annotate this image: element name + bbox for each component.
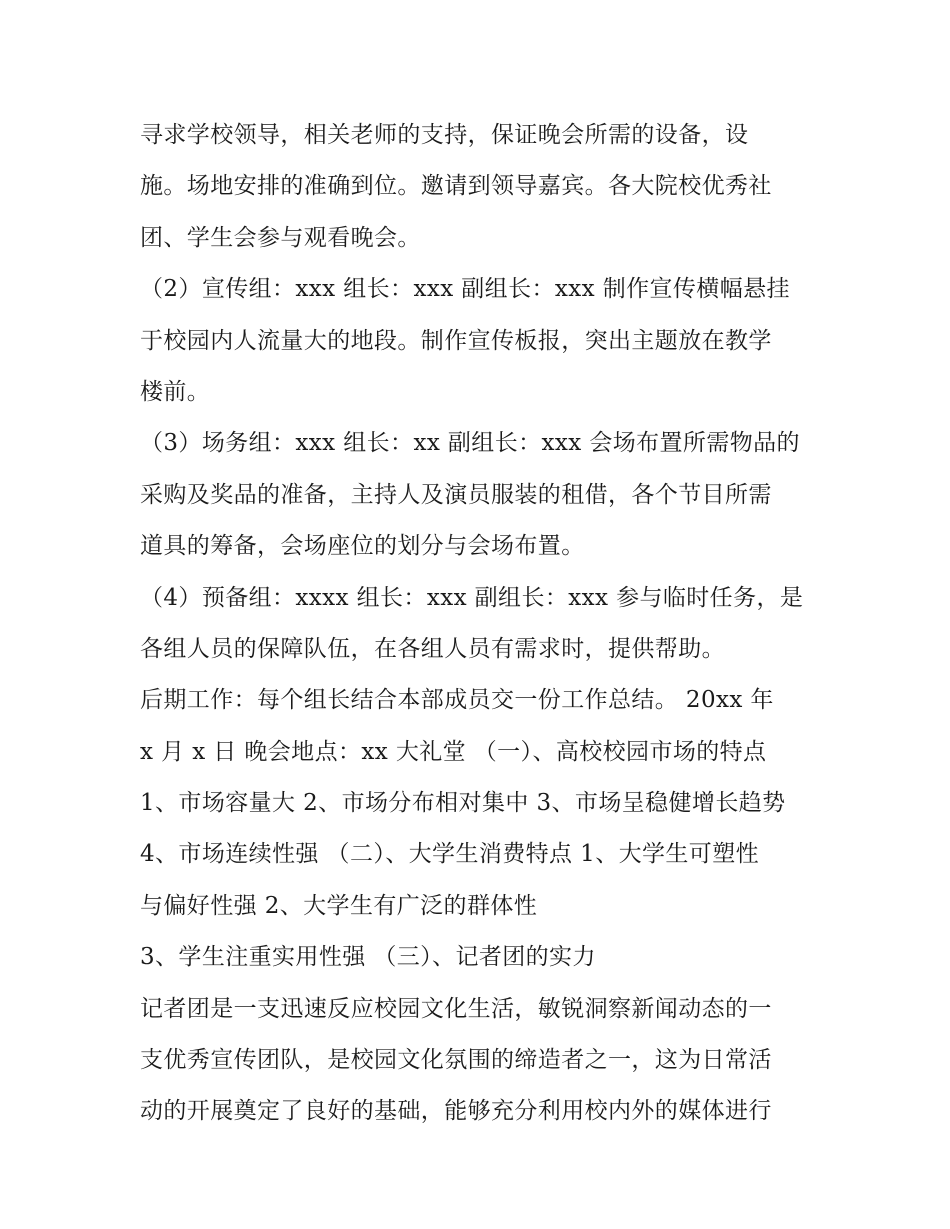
- text-line: x 月 x 日 晚会地点：xx 大礼堂 （一）、高校校园市场的特点: [140, 738, 767, 765]
- text-line: 后期工作：每个组长结合本部成员交一份工作总结。 20xx 年: [140, 687, 774, 714]
- text-line: 楼前。: [140, 378, 211, 405]
- text-line: （2）宣传组：xxx 组长：xxx 副组长：xxx 制作宣传横幅悬挂: [140, 276, 790, 303]
- text-line: 动的开展奠定了良好的基础，能够充分利用校内外的媒体进行: [140, 1098, 772, 1125]
- text-line: 各组人员的保障队伍，在各组人员有需求时，提供帮助。: [140, 635, 725, 662]
- text-line: 道具的筹备，会场座位的划分与会场布置。: [140, 533, 585, 560]
- text-line: 3、学生注重实用性强 （三）、记者团的实力: [140, 944, 596, 971]
- text-line: 1、市场容量大 2、市场分布相对集中 3、市场呈稳健增长趋势: [140, 790, 786, 817]
- text-line: （4）预备组：xxxx 组长：xxx 副组长：xxx 参与临时任务，是: [140, 584, 804, 611]
- text-line: 施。场地安排的准确到位。邀请到领导嘉宾。各大院校优秀社: [140, 173, 772, 200]
- text-line: 团、学生会参与观看晚会。: [140, 224, 421, 251]
- text-line: 4、市场连续性强 （二）、大学生消费特点 1、大学生可塑性: [140, 841, 759, 868]
- text-line: 采购及奖品的准备，主持人及演员服装的租借，各个节目所需: [140, 481, 772, 508]
- text-line: 与偏好性强 2、大学生有广泛的群体性: [140, 892, 538, 919]
- text-line: （3）场务组：xxx 组长：xx 副组长：xxx 会场布置所需物品的: [140, 430, 800, 457]
- text-line: 支优秀宣传团队，是校园文化氛围的缔造者之一，这为日常活: [140, 1047, 772, 1074]
- text-line: 于校园内人流量大的地段。制作宣传板报，突出主题放在教学: [140, 327, 772, 354]
- text-line: 记者团是一支迅速反应校园文化生活，敏锐洞察新闻动态的一: [140, 995, 772, 1022]
- body-text: [140, 110, 830, 1138]
- text-line: 寻求学校领导，相关老师的支持，保证晚会所需的设备，设: [140, 122, 749, 148]
